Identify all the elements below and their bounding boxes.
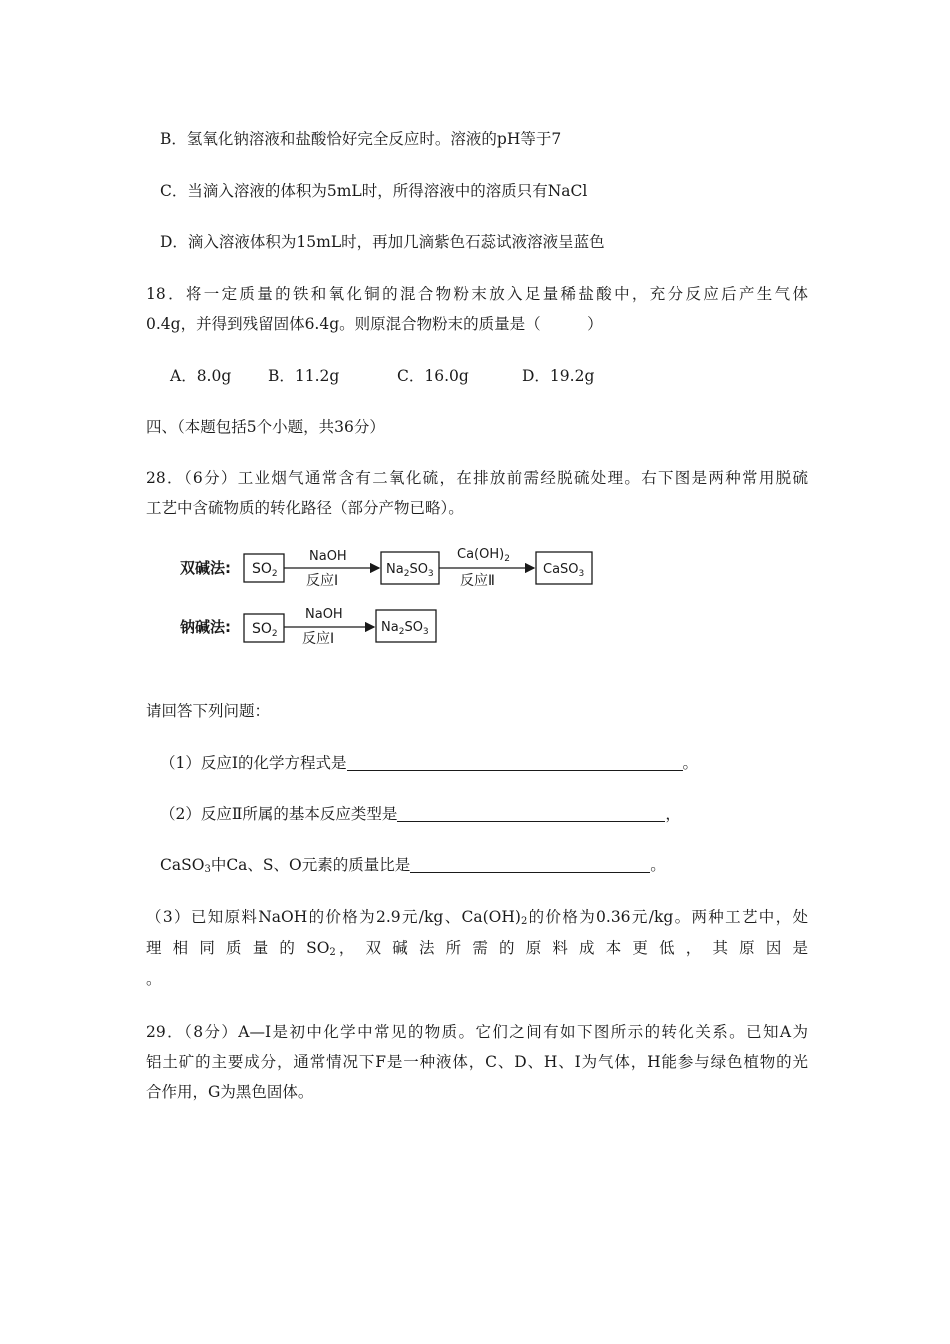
q17-option-d: D．滴入溶液体积为15mL时，再加几滴紫色石蕊试液溶液呈蓝色 [160, 233, 605, 251]
naoh-label-2: NaOH [305, 607, 343, 622]
naoh-label: NaOH [309, 549, 347, 564]
q17-option-b: B．氢氧化钠溶液和盐酸恰好完全反应时。溶液的pH等于7 [160, 130, 562, 148]
q18-option-b: B．11.2g [268, 367, 340, 385]
row1-label: 双碱法: [180, 559, 231, 577]
q28-sub2: （2）反应Ⅱ所属的基本反应类型是 ， [160, 805, 681, 823]
q28-sub3-line2: 理 相 同 质 量 的 $SO_2$， 双 碱 法 所 需 的 原 料 成 本 更 低 ， 其 原 因 是 [146, 939, 809, 958]
answer-blank-3[interactable] [410, 854, 650, 873]
reaction1-label-2: 反应Ⅰ [302, 631, 335, 647]
q28-stem-line1: 28．（6分）工业烟气通常含有二氧化硫，在排放前需经脱硫处理。右下图是两种常用脱硫 [146, 469, 808, 487]
q29-stem-line2: 铝土矿的主要成分，通常情况下F是一种液体，C、D、H、I为气体，H能参与绿色植物的光 [146, 1053, 808, 1071]
q28-sub2b: CaSO$_3$中Ca、S、O元素的质量比是 。 [160, 856, 666, 875]
answer-blank-2[interactable] [397, 803, 665, 822]
so2-text: $SO_2$ [252, 561, 278, 579]
q18-stem-line2: 0.4g，并得到残留固体6.4g。则原混合物粉末的质量是（ ） [146, 315, 603, 333]
desulfurization-flow-diagram [176, 540, 616, 660]
reaction2-label: 反应Ⅱ [460, 573, 495, 589]
q28-sub3-line1: （3）已知原料NaOH的价格为2.9元/kg、$Ca(OH)_2$的价格为0.36元/kg。两种工艺中，处 [146, 908, 808, 927]
caoh2-label: $Ca(OH)_2$ [457, 547, 510, 564]
q17-option-c: C．当滴入溶液的体积为5mL时，所得溶液中的溶质只有NaCl [160, 182, 588, 200]
caso3-text: CaSO$_3$ [543, 562, 585, 579]
q28-sub1: （1）反应Ⅰ的化学方程式是 。 [160, 754, 699, 772]
q18-option-c: C．16.0g [397, 367, 469, 385]
q28-sub3-line3: 。 [146, 970, 162, 988]
row2-label: 钠碱法: [180, 618, 231, 636]
q29-stem-line1: 29．（8分）A—I是初中化学中常见的物质。它们之间有如下图所示的转化关系。已知A为 [146, 1023, 808, 1041]
section-4-heading: 四、（本题包括5个小题，共36分） [146, 418, 385, 436]
answer-blank-1[interactable] [347, 752, 683, 771]
so2-text-2: $SO_2$ [252, 621, 278, 639]
q18-stem-line1: 18．将一定质量的铁和氧化铜的混合物粉末放入足量稀盐酸中，充分反应后产生气体 [146, 285, 808, 303]
q18-option-a: A．8.0g [170, 367, 232, 385]
na2so3-text-2: $Na_2SO_3$ [381, 620, 429, 637]
q28-prompt: 请回答下列问题： [146, 702, 271, 720]
q28-stem-line2: 工艺中含硫物质的转化路径（部分产物已略）。 [146, 499, 464, 517]
q29-stem-line3: 合作用，G为黑色固体。 [146, 1083, 314, 1101]
na2so3-text: $Na_2SO_3$ [386, 562, 434, 579]
reaction1-label: 反应Ⅰ [306, 573, 339, 589]
q18-option-d: D．19.2g [522, 367, 595, 385]
